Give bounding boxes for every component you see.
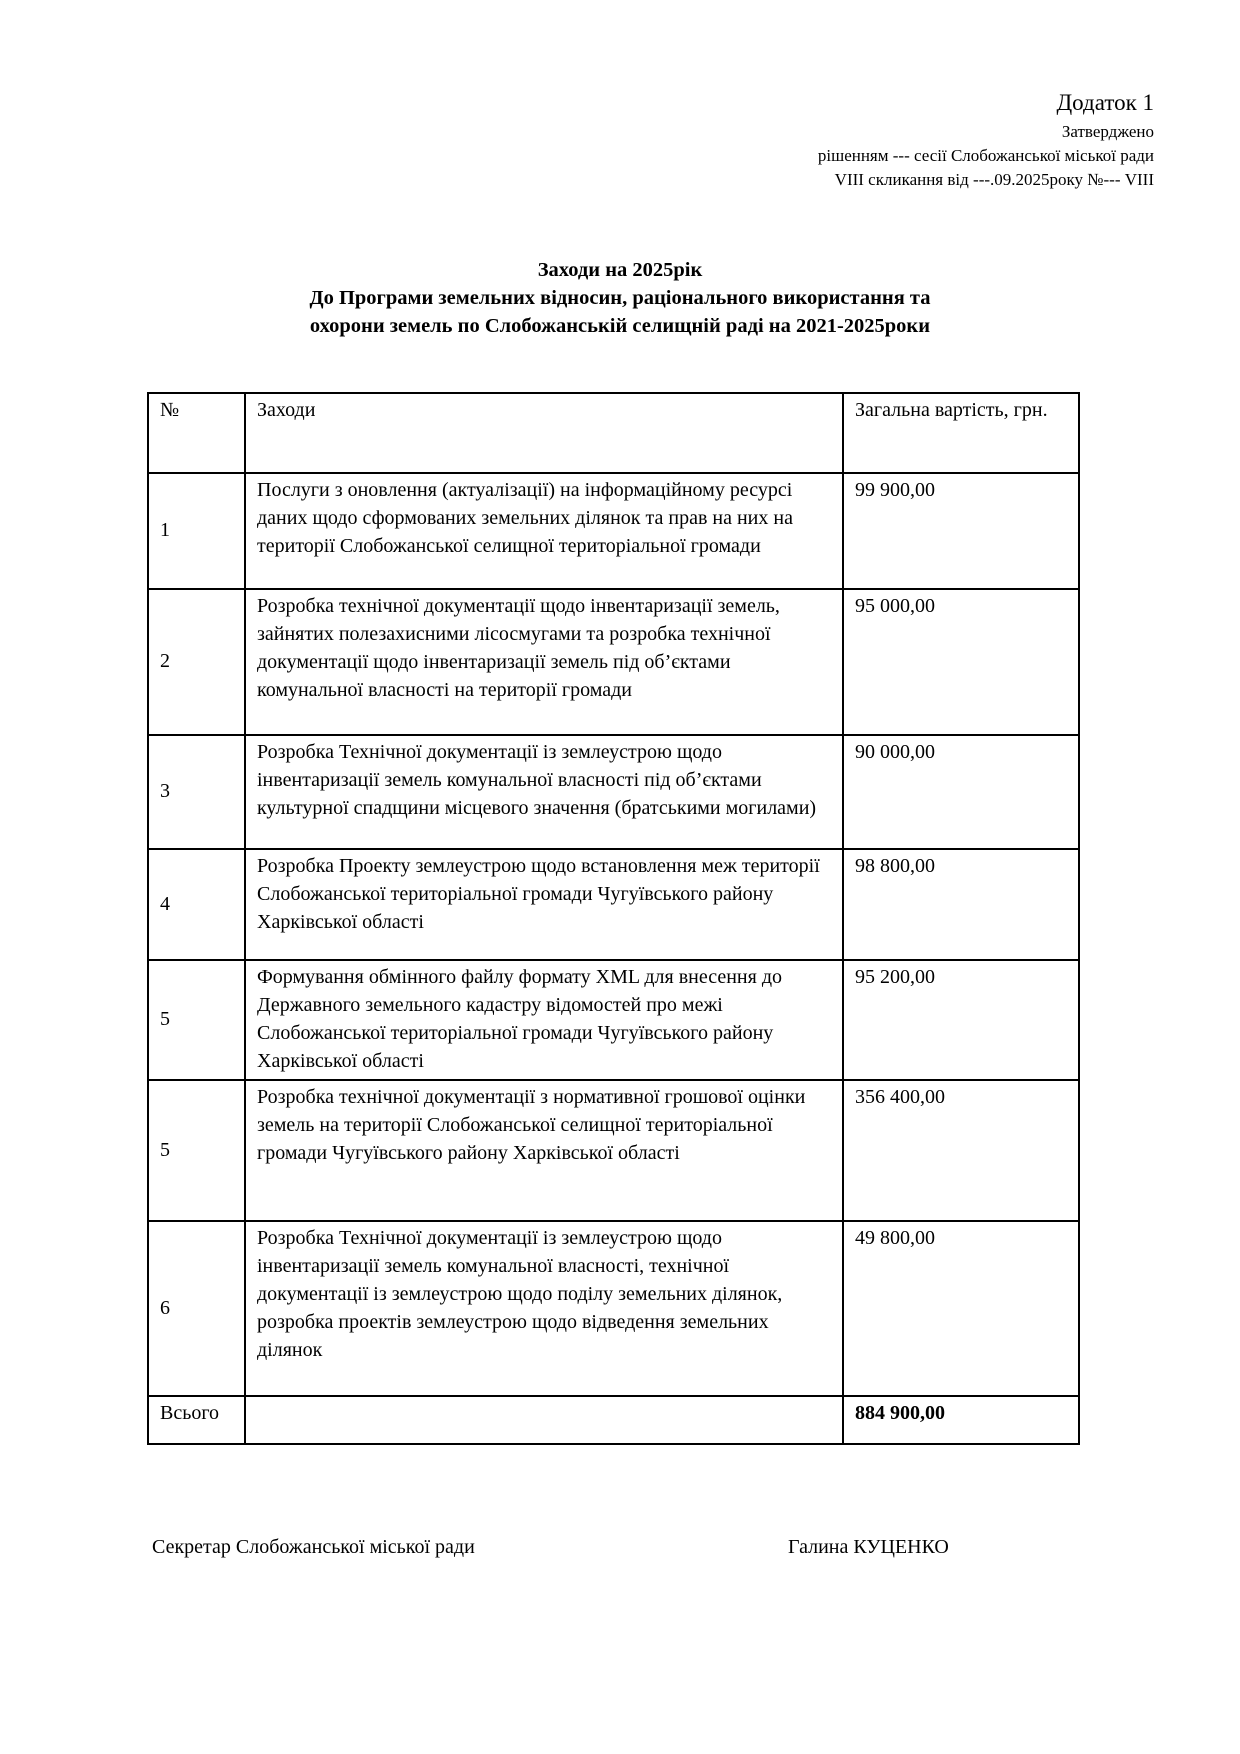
- total-description: [245, 1396, 843, 1444]
- total-label: Всього: [148, 1396, 245, 1444]
- title-line-1: Заходи на 2025рік: [537, 259, 703, 281]
- title-line-3: охорони земель по Слобожанській селищній раді на 2021-2025роки: [309, 315, 931, 337]
- title-line-2: До Програми земельних відносин, раціонального використання та: [309, 287, 931, 309]
- row-description: Розробка технічної документації з нормативної грошової оцінки земель на території Слобожанської селищної територіальної громади Чугуївського району Харківської області: [245, 1080, 843, 1221]
- column-header-cost: Загальна вартість, грн.: [843, 393, 1079, 473]
- row-description: Формування обмінного файлу формату XML для внесення до Державного земельного кадастру відомостей про межі Слобожанської територіальної громади Чугуївського району Харківської області: [245, 960, 843, 1080]
- row-cost: 356 400,00: [843, 1080, 1079, 1221]
- table-row: [148, 589, 1079, 735]
- approved-label: Затверджено: [1061, 122, 1154, 141]
- signatory-name: Галина КУЦЕНКО: [788, 1536, 949, 1558]
- row-number: 5: [148, 1080, 245, 1221]
- row-cost: 49 800,00: [843, 1221, 1079, 1396]
- decision-line: рішенням --- сесії Слобожанської міської ради: [817, 146, 1154, 165]
- row-cost: 95 200,00: [843, 960, 1079, 1080]
- row-description: Розробка Технічної документації із землеустрою щодо інвентаризації земель комунальної власності під об’єктами культурної спадщини місцевого значення (братськими могилами): [245, 735, 843, 849]
- table-total-row: [148, 1396, 1079, 1444]
- total-cost: 884 900,00: [843, 1396, 1079, 1444]
- row-description: Послуги з оновлення (актуалізації) на інформаційному ресурсі даних щодо сформованих земельних ділянок та прав на них на території Слобожанської селищної територіальної громади: [245, 473, 843, 589]
- row-number: 2: [148, 589, 245, 735]
- row-number: 5: [148, 960, 245, 1080]
- row-description: Розробка Технічної документації із землеустрою щодо інвентаризації земель комунальної власності, технічної документації із землеустрою щодо поділу земельних ділянок, розробка проектів землеустрою щодо відведення земельних ділянок: [245, 1221, 843, 1396]
- table-header-row: [148, 393, 1079, 473]
- row-number: 3: [148, 735, 245, 849]
- row-cost: 95 000,00: [843, 589, 1079, 735]
- table-row: [148, 473, 1079, 589]
- column-header-measures: Заходи: [245, 393, 843, 473]
- row-cost: 98 800,00: [843, 849, 1079, 960]
- table-row: [148, 849, 1079, 960]
- row-number: 1: [148, 473, 245, 589]
- table-row: [148, 1221, 1079, 1396]
- table-row: [148, 735, 1079, 849]
- table-row: [148, 960, 1079, 1080]
- column-header-number: №: [148, 393, 245, 473]
- table-row: [148, 1080, 1079, 1221]
- row-description: Розробка Проекту землеустрою щодо встановлення меж території Слобожанської територіальної громади Чугуївського району Харківської області: [245, 849, 843, 960]
- row-description: Розробка технічної документації щодо інвентаризації земель, зайнятих полезахисними лісосмугами та розробка технічної документації щодо інвентаризації земель під об’єктами комунальної власності на території громади: [245, 589, 843, 735]
- appendix-label: Додаток 1: [1056, 90, 1154, 115]
- measures-table: [147, 392, 1080, 1445]
- row-cost: 99 900,00: [843, 473, 1079, 589]
- row-number: 6: [148, 1221, 245, 1396]
- signatory-position: Секретар Слобожанської міської ради: [152, 1536, 475, 1558]
- row-cost: 90 000,00: [843, 735, 1079, 849]
- convocation-line: VIII скликання від ---.09.2025року №--- VIII: [834, 170, 1154, 189]
- row-number: 4: [148, 849, 245, 960]
